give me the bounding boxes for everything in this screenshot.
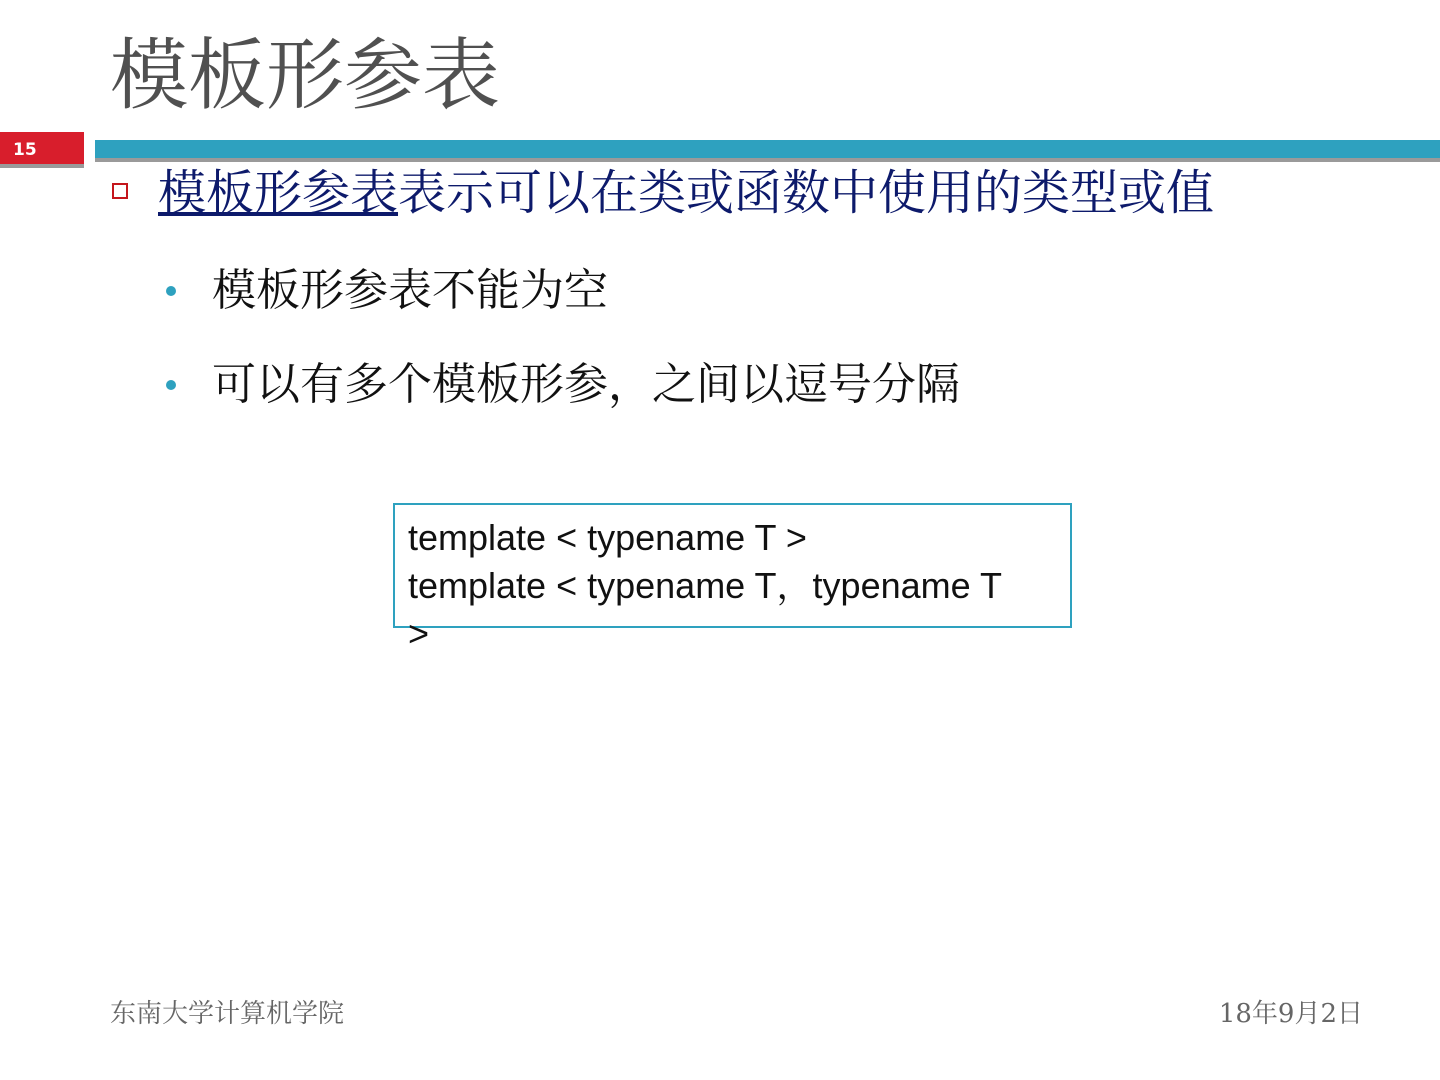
code-line: template < typename T > xyxy=(408,517,807,558)
code-line: template < typename T，typename T xyxy=(408,565,1002,606)
page-number-badge: 15 xyxy=(0,132,84,168)
template-param-list-link[interactable]: 模板形参表 xyxy=(158,165,399,221)
sub-bullet-text: 模板形参表不能为空 xyxy=(212,265,608,316)
slide-title: 模板形参表 xyxy=(110,31,501,121)
bullet-level1-rest: 表示可以在类或函数中使用的类型或值 xyxy=(398,165,1215,221)
bullet-level1-text xyxy=(158,162,1214,224)
bullet-level1 xyxy=(112,162,1214,224)
footer-date: 18年9月2日 xyxy=(1218,999,1363,1029)
code-line: > xyxy=(408,613,430,654)
square-bullet-icon xyxy=(112,183,128,199)
footer-institution: 东南大学计算机学院 xyxy=(110,999,345,1029)
sub-bullet-text: 可以有多个模板形参，之间以逗号分隔 xyxy=(212,359,960,410)
sub-bullet xyxy=(166,356,960,414)
dot-bullet-icon xyxy=(166,286,176,296)
sub-bullet xyxy=(166,262,608,320)
dot-bullet-icon xyxy=(166,380,176,390)
title-divider-bar xyxy=(95,140,1440,162)
